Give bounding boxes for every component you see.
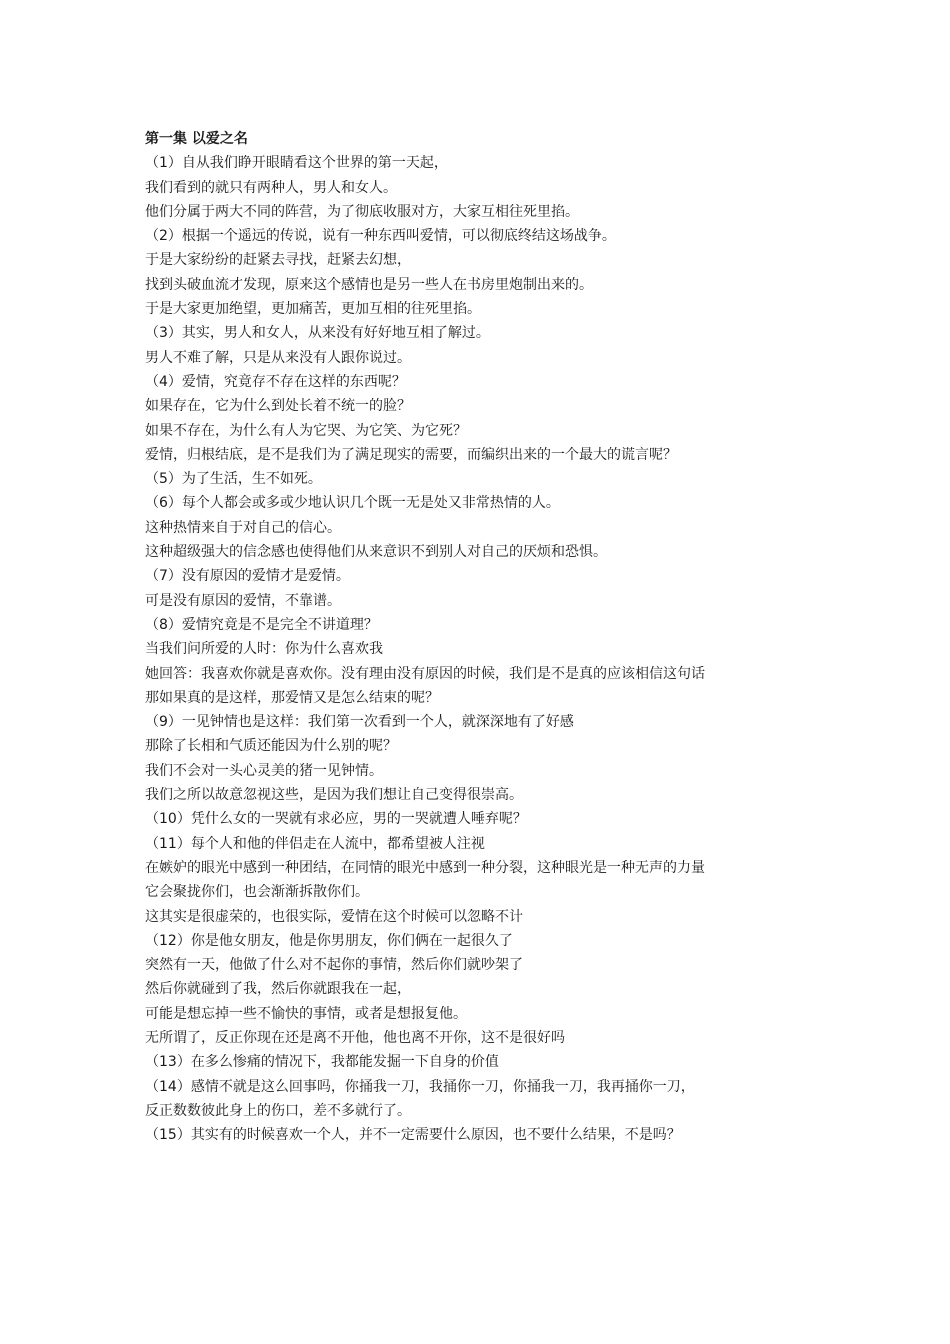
- text-line: 这种热情来自于对自己的信心。: [145, 519, 341, 536]
- document-title: 第一集 以爱之名: [145, 131, 248, 147]
- text-line: 可是没有原因的爱情，不靠谱。: [145, 592, 341, 609]
- text-line: 它会聚拢你们，也会渐渐拆散你们。: [145, 884, 369, 901]
- text-line: 我们看到的就只有两种人，男人和女人。: [145, 179, 397, 196]
- text-line: （11）每个人和他的伴侣走在人流中，都希望被人注视: [145, 835, 485, 852]
- text-line: 她回答：我喜欢你就是喜欢你。没有理由没有原因的时候，我们是不是真的应该相信这句话: [145, 665, 705, 682]
- text-line: （2）根据一个遥远的传说，说有一种东西叫爱情，可以彻底终结这场战争。: [145, 228, 616, 245]
- text-line: （3）其实，男人和女人，从来没有好好地互相了解过。: [145, 325, 490, 342]
- text-line: 这种超级强大的信念感也使得他们从来意识不到别人对自己的厌烦和恐惧。: [145, 544, 607, 561]
- text-line: 于是大家纷纷的赶紧去寻找，赶紧去幻想，: [145, 252, 411, 269]
- text-line: 我们之所以故意忽视这些，是因为我们想让自己变得很崇高。: [145, 787, 523, 804]
- text-line: 我们不会对一头心灵美的猪一见钟情。: [145, 762, 383, 779]
- text-line: （5）为了生活，生不如死。: [145, 471, 322, 488]
- text-line: 如果存在，它为什么到处长着不统一的脸？: [145, 398, 411, 415]
- text-line: （10）凭什么女的一哭就有求必应，男的一哭就遭人唾弃呢？: [145, 811, 527, 828]
- text-line: 那如果真的是这样，那爱情又是怎么结束的呢？: [145, 689, 439, 706]
- text-line: 于是大家更加绝望，更加痛苦，更加互相的往死里掐。: [145, 301, 481, 318]
- text-line: （14）感情不就是这么回事吗，你捅我一刀，我捅你一刀，你捅我一刀，我再捅你一刀，: [145, 1078, 695, 1095]
- text-line: （7）没有原因的爱情才是爱情。: [145, 568, 350, 585]
- text-line: 无所谓了，反正你现在还是离不开他，他也离不开你，这不是很好吗: [145, 1029, 565, 1046]
- document-lines: [145, 151, 815, 1147]
- text-line: 他们分属于两大不同的阵营，为了彻底收服对方，大家互相往死里掐。: [145, 203, 579, 220]
- document-body: [145, 127, 815, 1147]
- text-line: 这其实是很虚荣的，也很实际，爱情在这个时候可以忽略不计: [145, 908, 523, 925]
- text-line: 突然有一天，他做了什么对不起你的事情，然后你们就吵架了: [145, 957, 523, 974]
- text-line: 然后你就碰到了我，然后你就跟我在一起，: [145, 981, 411, 998]
- text-line: （4）爱情，究竟存不存在这样的东西呢？: [145, 373, 406, 390]
- text-line: 在嫉妒的眼光中感到一种团结，在同情的眼光中感到一种分裂，这种眼光是一种无声的力量: [145, 859, 705, 876]
- text-line: 爱情，归根结底，是不是我们为了满足现实的需要，而编织出来的一个最大的谎言呢？: [145, 446, 677, 463]
- text-line: （9）一见钟情也是这样：我们第一次看到一个人，就深深地有了好感: [145, 714, 574, 731]
- text-line: 可能是想忘掉一些不愉快的事情，或者是想报复他。: [145, 1005, 467, 1022]
- text-line: 找到头破血流才发现，原来这个感情也是另一些人在书房里炮制出来的。: [145, 276, 593, 293]
- text-line: （1）自从我们睁开眼睛看这个世界的第一天起，: [145, 155, 448, 172]
- text-line: 反正数数彼此身上的伤口，差不多就行了。: [145, 1102, 411, 1119]
- text-line: （12）你是他女朋友，他是你男朋友，你们俩在一起很久了: [145, 932, 513, 949]
- text-line: 那除了长相和气质还能因为什么别的呢？: [145, 738, 397, 755]
- text-line: 男人不难了解，只是从来没有人跟你说过。: [145, 349, 411, 366]
- text-line: （13）在多么惨痛的情况下，我都能发掘一下自身的价值: [145, 1054, 499, 1071]
- text-line: 当我们问所爱的人时：你为什么喜欢我: [145, 641, 383, 658]
- text-line: （8）爱情究竟是不是完全不讲道理？: [145, 616, 378, 633]
- text-line: （15）其实有的时候喜欢一个人，并不一定需要什么原因，也不要什么结果，不是吗？: [145, 1127, 681, 1144]
- text-line: （6）每个人都会或多或少地认识几个既一无是处又非常热情的人。: [145, 495, 560, 512]
- text-line: 如果不存在，为什么有人为它哭、为它笑、为它死？: [145, 422, 467, 439]
